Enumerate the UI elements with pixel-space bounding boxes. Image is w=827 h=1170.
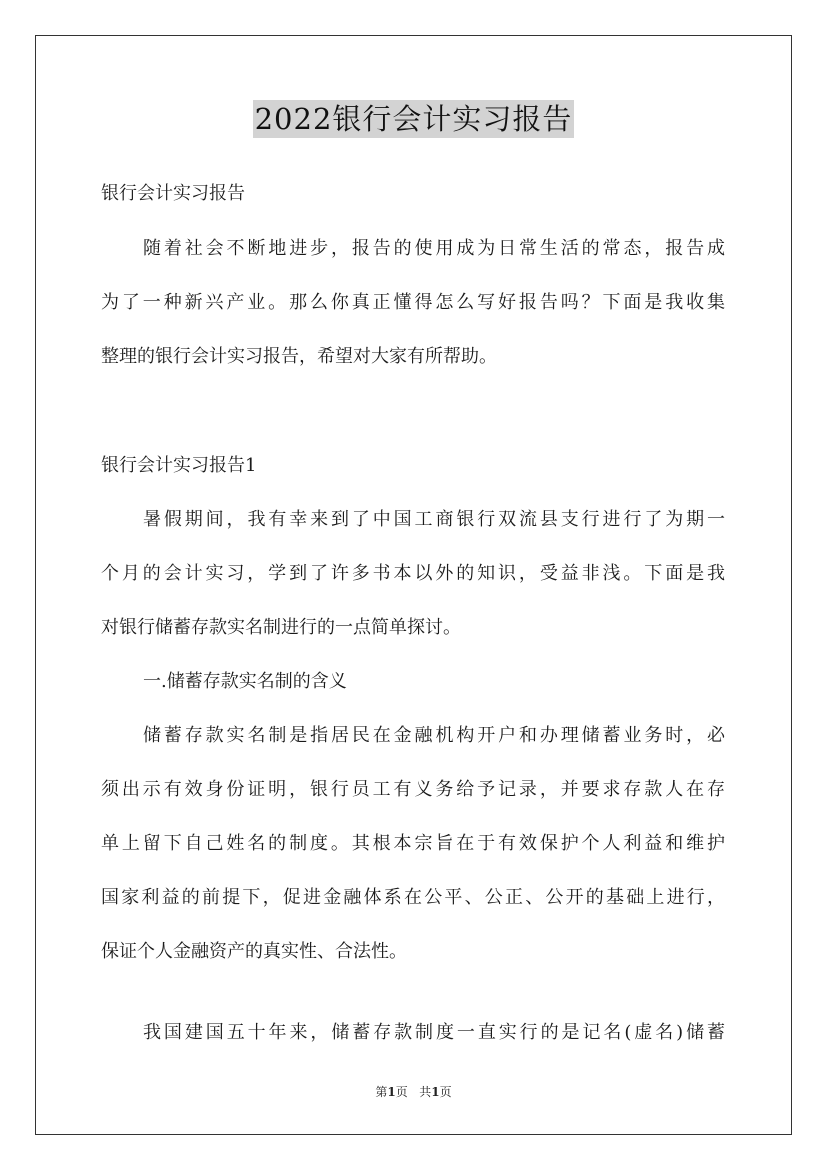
footer-page-suffix: 页 <box>395 1085 408 1099</box>
footer-page-prefix: 第 <box>375 1085 388 1099</box>
para1-line-1: 暑假期间，我有幸来到了中国工商银行双流县支行进行了为期一 <box>143 509 725 530</box>
para3-line-1: 我国建国五十年来，储蓄存款制度一直实行的是记名(虚名)储蓄 <box>143 1022 725 1043</box>
document-subtitle: 银行会计实习报告 <box>101 183 245 204</box>
para2-line-3: 单上留下自己姓名的制度。其根本宗旨在于有效保护个人利益和维护 <box>101 833 725 854</box>
section-heading: 银行会计实习报告1 <box>101 455 257 476</box>
footer-page-number: 1 <box>387 1085 396 1099</box>
para2-line-4: 国家利益的前提下，促进金融体系在公平、公正、公开的基础上进行， <box>101 887 725 908</box>
footer-total-prefix: 共 <box>419 1085 432 1099</box>
intro-line-1: 随着社会不断地进步，报告的使用成为日常生活的常态，报告成 <box>143 238 725 259</box>
para2-line-5: 保证个人金融资产的真实性、合法性。 <box>101 941 407 962</box>
title-container <box>0 100 827 138</box>
para2-line-1: 储蓄存款实名制是指居民在金融机构开户和办理储蓄业务时，必 <box>143 725 725 746</box>
para1-line-2: 个月的会计实习，学到了许多书本以外的知识，受益非浅。下面是我 <box>101 563 725 584</box>
intro-line-3: 整理的银行会计实习报告，希望对大家有所帮助。 <box>101 346 497 367</box>
para2-line-2: 须出示有效身份证明，银行员工有义务给予记录，并要求存款人在存 <box>101 779 725 800</box>
footer-total-number: 1 <box>431 1085 440 1099</box>
document-title: 2022银行会计实习报告 <box>254 102 573 136</box>
footer-total-suffix: 页 <box>439 1085 452 1099</box>
intro-line-2: 为了一种新兴产业。那么你真正懂得怎么写好报告吗？下面是我收集 <box>101 292 725 313</box>
subheading: 一.储蓄存款实名制的含义 <box>143 671 347 692</box>
para1-line-3: 对银行储蓄存款实名制进行的一点简单探讨。 <box>101 617 461 638</box>
page-footer <box>0 1084 827 1100</box>
